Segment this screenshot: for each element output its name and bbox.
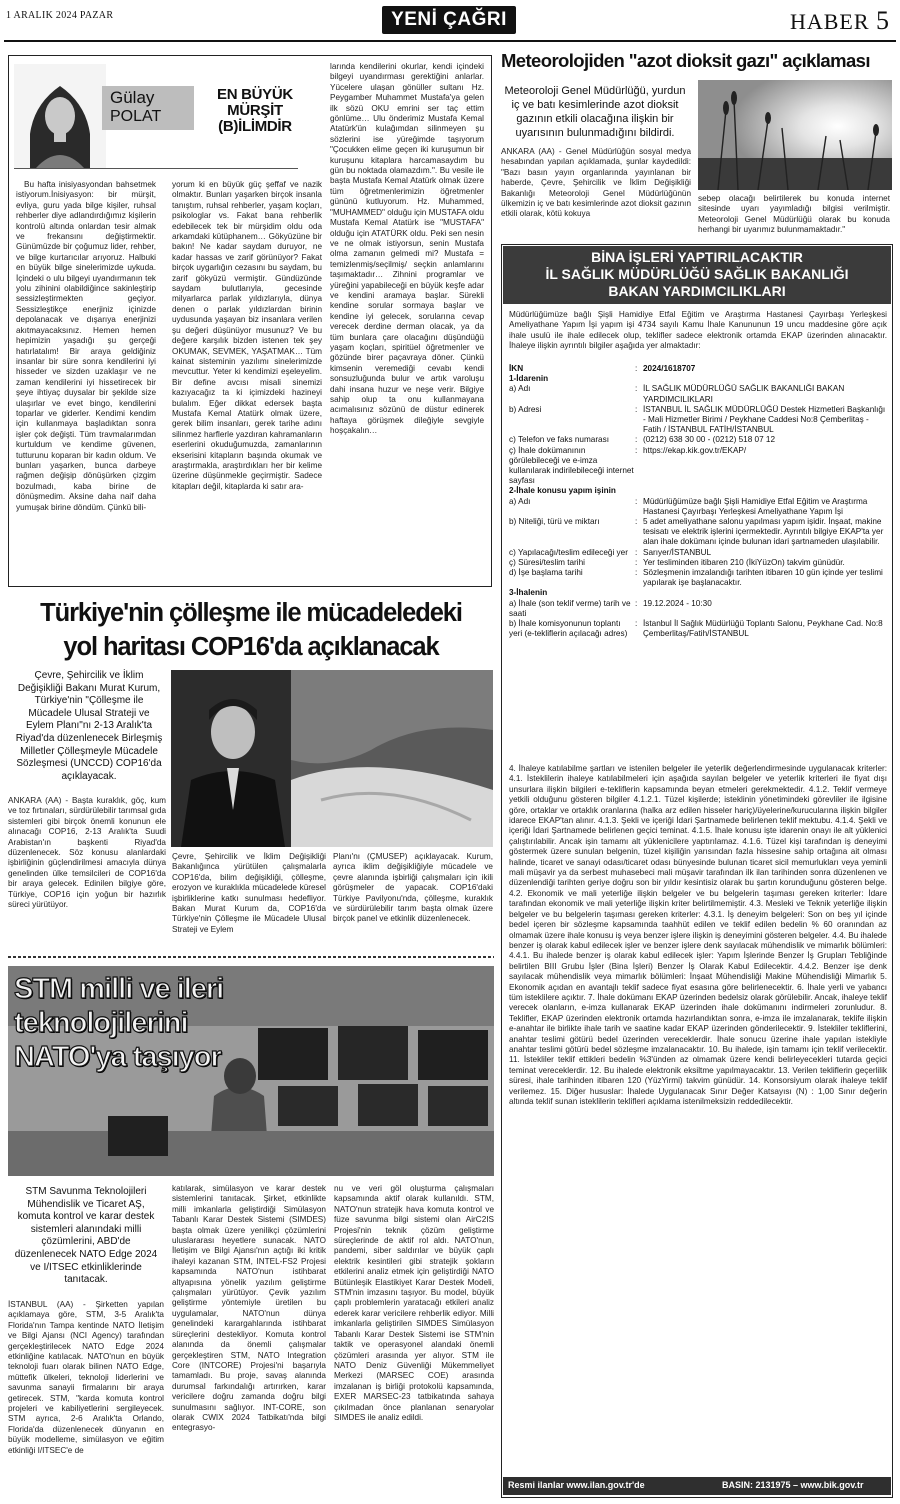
column-text-col1: Bu hafta inisiyasyondan bahsetmek istiyorum.İnisiyasyon: bir mürşit, evliya, guru yada bilge kişiler, ruhsal rehberler diye adlandırdığımız kişilerin kontrolü altında onlardan tesir almak ve frekansını değiştirmektir. Günümüzde bir çoğumuz lider, rehber, ve bilge kurtarıcılar arıyoruz. Halbuki en büyük bilge sinelerimizde uykuda. İçindeki o ulu bilgeyi uyandırmanın tek yolu zihinini olabildiğince sakinleştirip sessizleştirmekten geçiyor. Sessizleştikçe enerjiniz içinizde depolanacak ve dışarıya enerjinizi akıtmayacaksınız. Hemen hemen hepimizin yaşadığı şu gerçeği hatırlatalım! Bir araya geldiğiniz insanlar bir süre sonra kendilerini iyi hisseder ve sizden uzaklaşır ve ne zaman kendilerini iyi hissetirecek bir şeye ihtiyaç duysalar bir şekilde size ulaşırlar ve evet bingo, kendilerini toparlar ve giderler. Kendimi kendim için kullanmaya başladıktan sonra işler çok değişti. Tüm travmalarımdan kurtuldum ve kendime güvenen, tutturunu koparan bir kadın oldum. Ve bunları yaşarken, bunca darbeye rağmen değişip dönüşürken çizgim bozulmadı, kaba birine de dönüşmedim. Aksine daha naif daha yumuşak birine döndüm. Çünkü bili- bbox=[16, 180, 156, 512]
ilan-row bbox=[509, 558, 887, 568]
ilan-row-value: Sarıyer/İSTANBUL bbox=[643, 547, 712, 557]
ilan-row-colon bbox=[635, 486, 643, 496]
cop-lead: Çevre, Şehircilik ve İklim Değişikliği Bakanı Murat Kurum, Türkiye'nin "Çölleşme ile Mücadele Ulusal Strateji ve Eylem Planı"nı 2-13 Aralık'ta Riyad'da düzenlenecek Birleşmiş Milletler Çölleşmeyle Mücadele Sözleşmesi (UNCCD) COP16'da açıklayacak. bbox=[15, 670, 163, 782]
ilan-row bbox=[509, 364, 887, 374]
ilan-row-value bbox=[643, 588, 887, 598]
page-number: 5 bbox=[876, 6, 890, 35]
ilan-row-colon: : bbox=[635, 517, 638, 527]
column-title-line2: MÜRŞİT bbox=[227, 102, 283, 119]
ilan-row-value: İL SAĞLIK MÜDÜRLÜĞÜ SAĞLIK BAKANLIĞI BAKAN YARDIMCILIKLARI bbox=[643, 384, 845, 404]
ilan-row-key: ç) İhale dokümanının görülebileceği ve e-imza kullanılarak indirilebileceği internet sayfası bbox=[509, 445, 634, 486]
stm-lead: STM Savunma Teknolojileri Mühendislik ve Ticaret AŞ, komuta kontrol ve karar destek sistemleri alanındaki milli çözümlerini, ABD'de düzenlenecek NATO Edge 2024 ve I/ITSEC etkinliklerinde tanıtacak. bbox=[14, 1186, 158, 1286]
column-text-col2: yorum ki en büyük güç şeffaf ve nazik olmaktır. Bunları yaşarken birçok insanla tanıştım, ruhsal rehberler, yaşam koçları, psikologlar vs. Fakat bana rehberlik edebilecek tek bir mürşidim oldu oda arkamdaki kütüphanem… Gökyüzüne bir bakın! Ne kadar saydam duruyor, ne kadar hassas ve zarif görünüyor? Fakat birçok uygarlığın cezasını bu saydam, bu zarif gökyüzü vermiştir. Gündüzünde saydam bulutlarıyla, gecesinde milyarlarca parlak yıldızlarıyla, dünya denen o parlak yıldızlardan birinin uydusunda yaşayan biz insanlara verilen şu değeri düşünüyor musunuz? Ve bu değere karşılık bizden istenen tek şey OKUMAK, SEVMEK, YAŞATMAK… Tüm kainat sisteminin yazılımı sinelerimizde mevcuttur. Yeter ki kendimizi eşeleyelim. Bir define avcısı misali sinemizi kazıyacağız ta ki içimizdeki hazineyi bulalım. Eğer dikkat edersek başta Mustafa Kemal Atatürk olmak üzere, gerek bilim insanları, gerek tarihe adını silinmez harflerle yazdıran kahramanların eserlerini okuduğumuzda, zamanlarının ekserisini kitapların başında okumak ve araştırmakla, araştırdıkları her bir kelime üzerine düşünmekle geçirmiştir. Sadece kitapları değil, kitaplarda ki satır ara- bbox=[172, 180, 322, 491]
stm-headline-line1: STM milli ve ileri bbox=[14, 973, 224, 1005]
author-photo bbox=[14, 64, 106, 168]
ilan-title bbox=[503, 249, 891, 300]
column-text-col3: larında kendilerini okurlar, kendi içindeki bilgeyi uyandırması gerektiğini anlarlar. Yücelere ulaşan gönüller sultanı Hz. Peygamber Muhammet Mustafa'ya gelen ilk sözü OKU emrini ser taç ettim gönlüme… Ulu önderimiz Mustafa Kemal Atatürk'ün kulağımdan silinmeyen şu sözlerini ise yüreğimde taşıyorum "Çocukken elime geçen iki kuruşumun bir kuruşunu kitaplara harcamasaydım bu gün bu noktada olamazdım.". Bu vesile ile başta Mustafa Kemal Atatürk olmak üzere tüm öğretmenlerimizin öğretmenler gününü kutluyorum. Hz. Muhammed, "MUHAMMED" olduğu için MUSTAFA oldu Mustafa Kemal Atatürk ise "MUSTAFA" olduğu için ATATÜRK oldu. Peki sen nesin ve ne olmak istiyorsun, senin Mustafa olma zamanın gelmedi mi? Mustafa = temizlenmiş/seçilmiş/ seçkin anlamlarını taşımaktadır… Zihnini programlar ve yüreğini yapabileceği en büyük keşfe adar ve kendini aramaya başlar. Sürekli kendine sorular sormaya başlar ve kendine iyi gelecek, sorularına cevap verecek derdine derman olacak, ya da tüm bunlara çare olacağını düşündüğü yaşam koçları, spiritüel öğretmenler ve gözünde birer paçavraya döner. Çünkü kimsenin veremediği cevabı kendi sonsuzluğunda bulur ve artık varoluşu dahi insana huzur ve neşe verir. Bilgiye sahip olup ta onu kullanmayana acımalısınız sözünü de düstur edinerek haftaya görüşmek dileğiyle sevgiyle hoşçakalın… bbox=[330, 62, 484, 436]
ilan-row bbox=[509, 548, 887, 558]
stm-headline-line2: teknolojilerini bbox=[14, 1007, 188, 1039]
ilan-title-line3: BAKAN YARDIMCILIKLARI bbox=[608, 283, 786, 299]
cop-body-col1: ANKARA (AA) - Başta kuraklık, göç, kum ve toz fırtınaları, sürdürülebilir tarımsal gıda sistemleri gibi birçok önemli konunun ele alınacağı COP16, 2-13 Aralık'ta Suudi Arabistan'ın başkenti Riyad'da düzenlenecek. Söz konusu alanlardaki işbirliğinin güçlendirilmesi amacıyla dünya genelinden ülke temsilcileri de COP16'da bir araya gelecek. Edinilen bilgiye göre, Türkiye, COP16 için yoğun bir hazırlık süreci yürütüyor. bbox=[8, 796, 166, 910]
author-first-name: Gülay bbox=[110, 88, 155, 107]
ilan-row-key: a) Adı bbox=[509, 384, 531, 394]
author-last-name: POLAT bbox=[110, 108, 162, 125]
cop-photo bbox=[171, 670, 493, 847]
ilan-row-colon: : bbox=[635, 384, 638, 394]
azot-headline: Meteorolojiden "azot dioksit gazı" açıklaması bbox=[501, 50, 870, 71]
ilan-row-key: 2-İhale konusu yapım işinin bbox=[509, 486, 616, 496]
ilan-row bbox=[509, 384, 887, 404]
ilan-row-value bbox=[643, 374, 887, 384]
ilan-row-value: İSTANBUL İL SAĞLIK MÜDÜRLÜĞÜ Destek Hizmetleri Başkanlığı - Mali Hizmetler Birimi / Peykhane Caddesi No:8 Çemberlitaş - Fatih / İSTANBUL FATİH/İSTANBUL bbox=[643, 404, 886, 435]
ilan-row-key: d) İşe başlama tarihi bbox=[509, 568, 583, 578]
ilan-row bbox=[509, 588, 887, 598]
ilan-row-key: 1-İdarenin bbox=[509, 374, 549, 384]
ilan-row-colon: : bbox=[635, 568, 638, 578]
column-title bbox=[210, 87, 300, 135]
ilan-row bbox=[509, 486, 887, 496]
ilan-row-colon: : bbox=[635, 619, 638, 629]
azot-photo bbox=[698, 80, 892, 190]
ilan-row bbox=[509, 374, 887, 384]
issue-date: 1 ARALIK 2024 PAZAR bbox=[6, 10, 114, 21]
azot-lead: Meteoroloji Genel Müdürlüğü, yurdun iç ve batı kesimlerinde azot dioksit gazının etkili olacağına ilişkin bir uyarısının bulunmadığını bildirdi. bbox=[504, 85, 686, 139]
ilan-row bbox=[509, 497, 887, 517]
ilan-row-key: b) Niteliği, türü ve miktarı bbox=[509, 517, 600, 527]
cop-headline bbox=[8, 596, 494, 664]
ilan-intro: Müdürlüğümüze bağlı Şişli Hamidiye Etfal Eğitim ve Araştırma Hastanesi Çayırbaşı Yerleşkesi Ameliyathane Yapım İşi yapım işi 4734 sayılı Kamu İhale Kanununun 19 uncu maddesine göre açık ihale usulü ile ihale edilecek olup, teklifler sadece elektronik ortamda EKAP üzerinden alınacaktır. İhaleye ilişkin ayrıntılı bilgiler aşağıda yer almaktadır: bbox=[509, 310, 887, 351]
ilan-title-line1: BİNA İŞLERİ YAPTIRILACAKTIR bbox=[591, 249, 803, 265]
ilan-row-colon: : bbox=[635, 364, 638, 373]
ilan-row-value: Müdürlüğümüze bağlı Şişli Hamidiye Etfal Eğitim ve Araştırma Hastanesi Çayırbaşı Yerleşkesi Ameliyathane Yapım İşi bbox=[643, 496, 868, 516]
ilan-row bbox=[509, 405, 887, 436]
ilan-row-colon: : bbox=[635, 435, 638, 445]
cop-headline-line1: Türkiye'nin çölleşme ile mücadeledeki bbox=[40, 599, 462, 627]
stm-headline-line3: NATO'ya taşıyor bbox=[14, 1041, 221, 1073]
ilan-conditions: 4. İhaleye katılabilme şartları ve istenilen belgeler ile yeterlik değerlendirmesinde uygulanacak kriterler: 4.1. İsteklilerin ihaleye katılabilmeleri için aşağıda sayılan belgeler ve yeterlik kriterleri ile fiyat dışı unsurlara ilişkin bilgileri e-tekliflerin kapsamında beyan etmeleri gerekmektedir. 4.1.2. Teklif vermeye yetkili olduğunu gösteren bilgiler 4.1.2.1. Tüzel kişilerde; isteklinin yönetimindeki görevliler ile ilgisine göre, ortaklar ve ortaklık oranlarına (halka arz edilen hisseler hariç)/üyelerine/kurucularına ilişkin bilgiler idarece EKAP'tan alınır. 4.1.3. Şekli ve içeriği İdari Şartnamede belirlenen teklif mektubu. 4.1.4. Şekli ve içeriği İdari Şartnamede belirlenen geçici teminat. 4.1.5. İhale konusu işte idarenin onayı ile alt yüklenici çalıştırılabilir. Ancak işin tamamı alt yüklenicilere yaptırılamaz. 4.1.6. Tüzel kişi tarafından iş deneyimi göstermek üzere sunulan belgenin, tüzel kişiliğin yarısından fazla hissesine sahip ortağına ait olması halinde, ticaret ve sanayi odası/ticaret odası bünyesinde bulunan ticaret sicil memurlukları veya yeminli mali müşavir ya da serbest muhasebeci mali müşavir tarafından ilk ilan tarihinden sonra düzenlenen ve düzenlendiği tarihten geriye doğru son bir yıldır kesintisiz olarak bu şartın korunduğunu gösteren belge. 4.2. Ekonomik ve mali yeterliğe ilişkin belgeler ve bu belgelerin taşıması gereken kriterler: İdare tarafından ekonomik ve mali yeterliğe ilişkin kriter belirtilmemiştir. 4.3. Mesleki ve Teknik yeterliğe ilişkin belgeler ve bu belgelerin taşıması gereken kriterler: 4.3.1. İş deneyim belgeleri: Son on beş yıl içinde bedel içeren bir sözleşme kapsamında taahhüt edilen ve teklif edilen bedelin % 60 oranından az olmamak üzere ihale konusu iş veya benzer işlere ilişkin iş deneyimini gösteren belgeler. 4.4. Bu ihalede benzer iş olarak kabul edilecek işler ve benzer işlere denk sayılacak mühendislik ve mimarlık bölümleri: 4.4.1. Bu ihalede benzer iş olarak kabul edilecek işler: Yapım İşlerinde Benzer İş Grupları Tebliğinde belirtilen BIII Grubu İşler (Bina İşleri) Benzer İş Olarak Kabul Edilecektir. 4.4.2. Benzer işe denk sayılacak mühendislik veya mimarlık bölümleri: İnşaat Mühendisliği Makine Mühendisliği Mimarlık 5. Ekonomik açıdan en avantajlı teklif sadece fiyat esasına göre belirlenecektir. 6. İhale yerli ve yabancı tüm isteklilere açıktır. 7. İhale dokümanı EKAP üzerinden bedelsiz olarak görülebilir. Ancak, ihaleye teklif verecek olanların, e-imza kullanarak EKAP üzerinden ihale dokümanını indirmeleri zorunludur. 8. Teklifler, EKAP üzerinden elektronik ortamda hazırlandıktan sonra, e-imza ile imzalanarak, teklife ilişkin e-anahtar ile birlikte ihale tarih ve saatine kadar EKAP üzerinden gönderilecektir. 9. İstekliler tekliflerini, anahtar teslimi götürü bedel üzerinden vereceklerdir. İhale sonucu üzerine ihale yapılan istekliyle anahtar teslimi götürü bedel sözleşme imzalanacaktır. 10. Bu ihalede, işin tamamı için teklif verilecektir. 11. İstekliler teklif ettikleri bedelin %3'ünden az olmamak üzere kendi belirleyecekleri tutarda geçici teminat vereceklerdir. 12. Bu ihalede elektronik eksiltme yapılmayacaktır. 13. Verilen tekliflerin geçerlilik süresi, ihale tarihinden itibaren 120 (YüzYirmi) takvim günüdür. 14. Konsorsiyum olarak ihaleye teklif verilemez. 15. Diğer hususlar: İhalede Uygulanacak Sınır Değer Katsayısı (N) : 1,00 Sınır değerin altında teklif sunan isteklilerin teklifleri açıklama istenilmeksizin reddedilecektir. bbox=[509, 764, 887, 1106]
ilan-row bbox=[509, 619, 887, 639]
ilan-row bbox=[509, 446, 887, 487]
ilan-details-table bbox=[509, 364, 887, 639]
newspaper-logo: YENİ ÇAĞRI bbox=[382, 6, 516, 34]
ilan-row-key: b) İhale komisyonunun toplantı yeri (e-tekliflerin açılacağı adres) bbox=[509, 619, 628, 639]
ilan-row-colon: : bbox=[635, 496, 638, 506]
section-separator bbox=[8, 956, 494, 958]
cop-body-col3: Planı'nı (ÇMUSEP) açıklayacak. Kurum, ayrıca iklim değişikliğiyle mücadele ve çevre alanında işbirliği çalışmaları için ikili görüşmeler de yapacak. COP16'daki Türkiye Pavilyonu'nda, çölleşme, kuraklık ve sürdürülebilir tarım başta olmak üzere birçok panel ve etkinlik düzenlenecek. bbox=[333, 852, 493, 924]
ilan-row-key: İKN bbox=[509, 364, 524, 373]
stm-body-col2: katılarak, simülasyon ve karar destek sistemlerini tanıtacak. Şirket, etkinlikte milli imkanlarla geliştirdiği Simülasyon Tabanlı Karar Destek Sistemi (SIMDES) başta olmak üzere yenilikçi çözümlerini uluslararası heyetlere sunacak. NATO İletişim ve Bilgi Ajansı'nın açtığı iki kritik ihaleyi kazanan STM, INTEL-FS2 Projesi kapsamında NATO'nun istihbarat altyapısına yönelik yazılım geliştirme çalışmaları yürütüyor. Çevik yazılım geliştirme yöntemiyle üretilen bu uygulamalar, NATO'nun dünya genelindeki karargahlarında istihbarat süreçlerini destekliyor. Komuta kontrol alanında da önemli çalışmalar gerçekleştiren STM, NATO Integration Core (INTCORE) Projesi'ni başarıyla tamamladı. Bu proje, savaş alanında durumsal farkındalığı artırırken, karar vericilere doğru zamanda doğru bilgi sunulmasını sağlıyor. INT-CORE, son olarak CWIX 2024 Tatbikatı'nda bilgi entegrasyo- bbox=[172, 1184, 326, 1433]
stm-body-col1: İSTANBUL (AA) - Şirketten yapılan açıklamaya göre, STM, 3-5 Aralık'ta Florida'nın Tampa kentinde NATO İletişim ve Bilgi Ajansı (NCI Agency) tarafından gerçekleştirilecek NATO Edge 2024 etkinliğine katılacak. NATO'nun en büyük teknoloji fuarı olarak bilinen NATO Edge, müttefik ülkeleri, teknoloji liderlerini ve savunma sanayii firmalarını bir araya getirecek. STM, "karda komuta kontrol projeleri ve kabiliyetlerini sergileyecek. STM ayrıca, 2-6 Aralık'ta Orlando, Florida'da düzenlenecek dünyanın en büyük modelleme, simülasyon ve eğitim etkinliği I/ITSEC'e de bbox=[8, 1300, 164, 1455]
ilan-row-value: Yer tesliminden itibaren 210 (İkiYüzOn) takvim günüdür. bbox=[643, 557, 845, 567]
ilan-footer-left: Resmi ilanlar www.ilan.gov.tr'de bbox=[508, 1480, 645, 1490]
ilan-row-key: b) Adresi bbox=[509, 404, 542, 414]
ilan-row-value: 19.12.2024 - 10:30 bbox=[643, 598, 712, 608]
ilan-row-key: ç) Süresi/teslim tarihi bbox=[509, 557, 585, 567]
cop-body-col2: Çevre, Şehircilik ve İklim Değişikliği Bakanlığınca yürütülen çalışmalarla COP16'da, bilim değişikliği, çölleşme, erozyon ve kuraklıkla mücadelede küresel işbirliklerine katkı sunulması hedefliyor. Bakan Murat Kurum da, COP16'da Türkiye'nin Çölleşme ile Mücadele Ulusal Strateji ve Eylem bbox=[172, 852, 326, 934]
ilan-row-value: (0212) 638 30 00 - (0212) 518 07 12 bbox=[643, 435, 776, 445]
ilan-row-value: https://ekap.kik.gov.tr/EKAP/ bbox=[643, 445, 747, 455]
ilan-row-key: c) Telefon ve faks numarası bbox=[509, 435, 609, 445]
ilan-row bbox=[509, 517, 887, 548]
ilan-row-key: 3-İhalenin bbox=[509, 588, 548, 598]
ilan-row-colon bbox=[635, 374, 643, 384]
cop-headline-line2: yol haritası COP16'da açıklanacak bbox=[63, 633, 439, 661]
ilan-row-value: 5 adet ameliyathane salonu yapılması yapım işidir. İnşaat, makine tesisatı ve elektrik işlerini içermektedir. Ayrıntılı bilgiye EKAP'ta yer alan ihale dokümanı içinde bulunan idari şartnameden ulaşılabilir. bbox=[643, 517, 884, 547]
ilan-row-value: İstanbul İl Sağlık Müdürlüğü Toplantı Salonu, Peykhane Cad. No:8 Çemberlitaş/Fatih/İSTANBUL bbox=[643, 619, 883, 639]
column-divider bbox=[14, 168, 298, 169]
stm-body-col3: nu ve veri göl oluşturma çalışmaları kapsamında aktif olarak kullanıldı. STM, NATO'nun stratejik hava komuta kontrol ve füze savunma bilgi sistemi olan AirC2IS Projesi'nin teknik çözüm geliştirme süreçlerinde de aktif rol aldı. NATO'nun, pandemi, siber saldırılar ve büyük çaplı elektrik kesintileri gibi stratejik şokların etkilerini analiz etmek için geliştirdiği NATO Bütünleşik Elastikiyet Karar Destek Modeli, STM'nin imzasını taşıyor. Bu model, büyük çaplı problemlerin yaratacağı etkileri analiz ederek karar vericilere rehberlik ediyor. Milli imkanlarla geliştirilen SIMDES Simülasyon Tabanlı Karar Destek Sistemi ise STM'nin taktik ve operasyonel alandaki önemli çözümleri arasında yer alıyor. STM ile NATO Deniz Güvenliği Mükemmeliyet Merkezi (MARSEC COE) arasında imzalanan iş birliği protokolü kapsamında, EXER MARSEC-23 tatbikatında sahaya çıkılmadan önce planlanan senaryolar SIMDES ile analiz edildi. bbox=[334, 1184, 494, 1422]
ilan-row-value: Sözleşmenin imzalandığı tarihten itibaren 10 gün içinde yer teslimi yapılarak işe başlanacaktır. bbox=[643, 568, 883, 588]
ilan-row-colon: : bbox=[635, 557, 638, 567]
ilan-row-colon: : bbox=[635, 445, 638, 455]
ilan-row-colon: : bbox=[635, 404, 638, 414]
ilan-title-line2: İL SAĞLIK MÜDÜRLÜĞÜ SAĞLIK BAKANLIĞI bbox=[545, 266, 849, 282]
column-title-line3: (B)İLİMDİR bbox=[218, 118, 292, 135]
ilan-row bbox=[509, 599, 887, 619]
ilan-footer-right: BASIN: 2131975 – www.bik.gov.tr bbox=[722, 1480, 864, 1490]
ilan-row bbox=[509, 435, 887, 445]
section-title bbox=[790, 6, 890, 36]
ilan-row-key: a) Adı bbox=[509, 496, 531, 506]
ilan-row-key: a) İhale (son teklif verme) tarih ve saati bbox=[509, 598, 631, 618]
azot-body: ANKARA (AA) - Genel Müdürlüğün sosyal medya hesabından yapılan açıklamada, şunlar kaydedildi: "Bazı basın yayın organlarında yayınlanan bir haberde, Çevre, Şehircilik ve İklim Değişikliği Bakanlığı Meteoroloji Genel Müdürlüğünün ülkemizin iç ve batı kesimlerinde azot dioksit gazının etkili olarak, kötü kokuya bbox=[501, 147, 691, 219]
ilan-row-key: c) Yapılacağı/teslim edileceği yer bbox=[509, 547, 628, 557]
header-rule bbox=[4, 40, 896, 42]
ilan-row-value bbox=[643, 486, 887, 496]
ilan-row-value: 2024/1618707 bbox=[643, 364, 696, 373]
ilan-row-colon: : bbox=[635, 547, 638, 557]
stm-headline bbox=[14, 972, 334, 1074]
section-name: HABER bbox=[789, 9, 870, 34]
azot-body-cont: sebep olacağı belirtilerek bu konuda internet sitesinde uyarı yayımladığı bilgisi verilmiştir. Meteoroloji Genel Müdürlüğü olarak bu konuda herhangi bir uyarımız bulunmamaktadır." bbox=[698, 194, 890, 235]
ilan-row bbox=[509, 568, 887, 588]
ilan-row-colon: : bbox=[635, 598, 638, 608]
ilan-row-colon bbox=[635, 588, 643, 598]
column-title-line1: EN BÜYÜK bbox=[217, 86, 293, 103]
